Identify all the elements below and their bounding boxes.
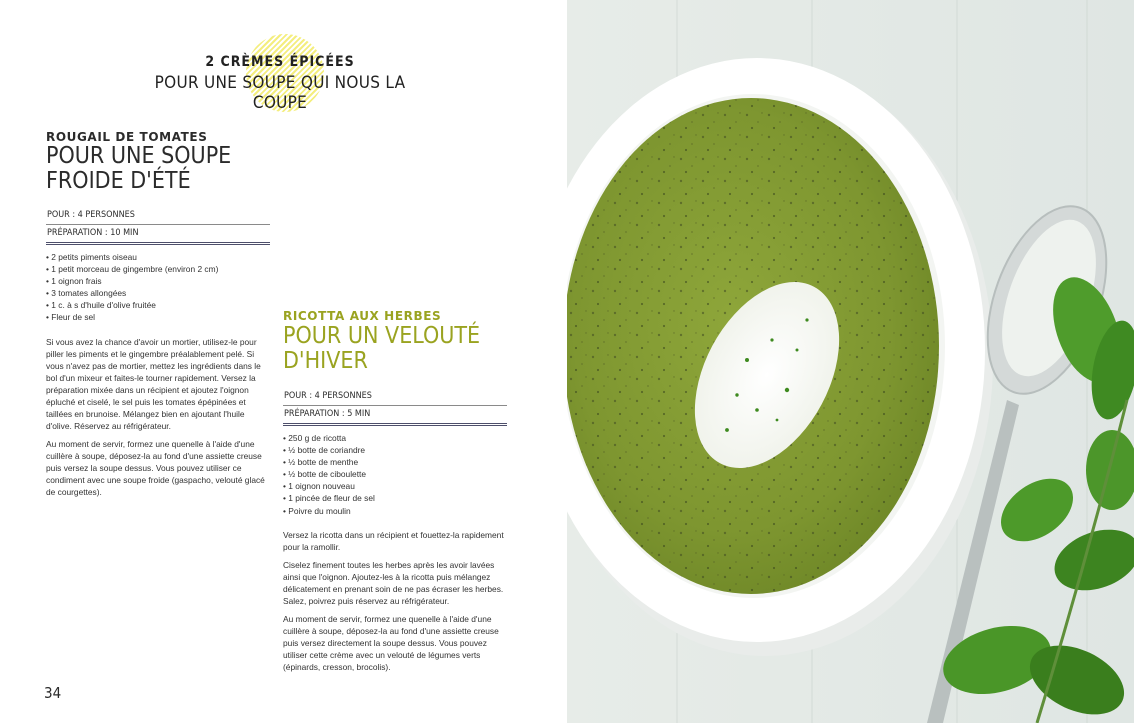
ingredient-item: • 1 c. à s d'huile d'olive fruitée [46, 299, 270, 311]
recipe-title: POUR UN VELOUTÉ D'HIVER [283, 323, 481, 374]
recipe-title-line-1: POUR UNE SOUPE [46, 143, 232, 169]
ingredient-item: • ½ botte de coriandre [283, 444, 507, 456]
ingredient-item: • Fleur de sel [46, 311, 270, 323]
prep-time-label: PRÉPARATION : 5 MIN [283, 406, 507, 426]
header-line-1: 2 CRÈMES ÉPICÉES [205, 54, 355, 70]
recipe-ricotta [283, 309, 507, 673]
ingredient-item: • Poivre du moulin [283, 505, 507, 517]
soup-bowl-illustration [567, 0, 1134, 723]
servings-label: POUR : 4 PERSONNES [46, 207, 270, 225]
ingredient-item: • 1 oignon frais [46, 275, 270, 287]
ingredient-item: • 3 tomates allongées [46, 287, 270, 299]
method-paragraph: Au moment de servir, formez une quenelle à l'aide d'une cuillère à soupe, déposez-la au fond d'une assiette creuse puis versez la soupe dessus. Vous pouvez utiliser ce condiment avec une soupe froide (gaspacho, velouté glacé de courgettes). [46, 438, 265, 497]
recipe-rougail [46, 130, 270, 498]
method-paragraph: Versez la ricotta dans un récipient et fouettez-la rapidement pour la ramollir. [283, 529, 504, 552]
method-paragraph: Ciselez finement toutes les herbes après les avoir lavées ainsi que l'oignon. Ajoutez-les à la ricotta puis mélangez délicatement en prenant soin de ne pas écraser les herbes. Salez, poivrez puis réservez au réfrigérateur. [283, 559, 504, 606]
ingredient-list [283, 432, 507, 517]
method-paragraph: Si vous avez la chance d'avoir un mortier, utilisez-le pour piller les piments et le gingembre préalablement pelé. Si vous n'avez pas de mortier, mettez les ingrédients dans le bol d'un mixeur et faites-le tourner rapidement. Versez la préparation mixée dans un récipient et ajoutez l'oignon épluché et ciselé, le sel puis les tomates épépinées et taillées en brunoise. Mélangez bien en ajoutant l'huile d'olive. Réservez au réfrigérateur. [46, 336, 261, 431]
recipe-kicker: RICOTTA AUX HERBES [283, 309, 442, 323]
soup-photo [567, 0, 1134, 723]
recipe-title-line-2: FROIDE D'ÉTÉ [46, 168, 191, 194]
recipe-meta [46, 207, 270, 245]
header-line-2: POUR UNE SOUPE QUI NOUS LA COUPE [154, 73, 406, 113]
recipe-title [46, 144, 270, 194]
method-paragraph: Au moment de servir, formez une quenelle à l'aide d'une cuillère à soupe, déposez-la au fond d'une assiette creuse puis versez directement la soupe dessus. Vous pouvez utiliser cette crème avec un velouté de légumes verts (épinards, cresson, brocolis). [283, 613, 499, 672]
ingredient-item: • 1 oignon nouveau [283, 480, 507, 492]
ingredient-item: • 250 g de ricotta [283, 432, 507, 444]
page-header [150, 34, 410, 116]
prep-time-label: PRÉPARATION : 10 MIN [46, 225, 270, 245]
servings-label: POUR : 4 PERSONNES [283, 388, 507, 406]
ingredient-item: • 1 petit morceau de gingembre (environ 2 cm) [46, 263, 270, 275]
ingredient-item: • 1 pincée de fleur de sel [283, 492, 507, 504]
ingredient-item: • ½ botte de ciboulette [283, 468, 507, 480]
recipe-meta [283, 388, 507, 426]
page-number: 34 [44, 684, 62, 702]
recipe-kicker: ROUGAIL DE TOMATES [46, 130, 208, 144]
ingredient-list [46, 251, 270, 324]
ingredient-item: • ½ botte de menthe [283, 456, 507, 468]
ingredient-item: • 2 petits piments oiseau [46, 251, 270, 263]
